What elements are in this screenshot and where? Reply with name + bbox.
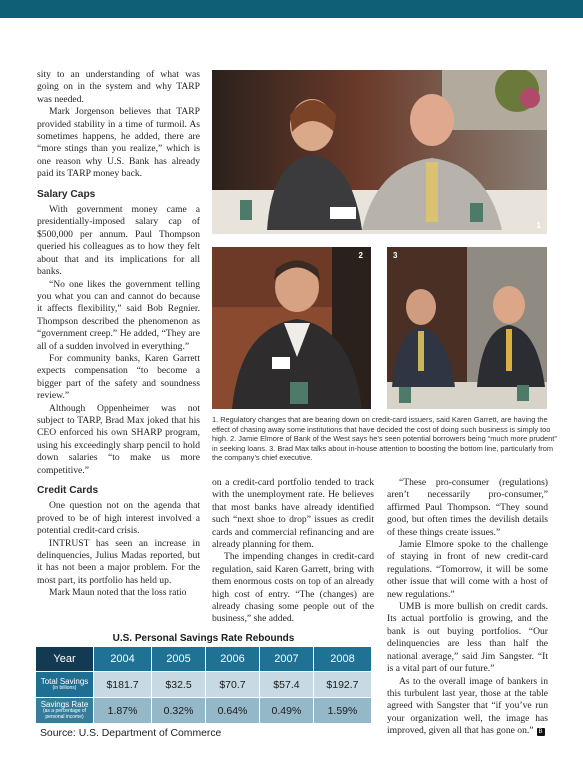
photo-number-3: 3 <box>393 251 398 260</box>
paragraph: “No one likes the government telling you what you can and cannot do because it affects flexibility,” said Bob Regnier. Thompson described the phenomenon as “government creep.” He added, “They are all of a sudden involved in everything.” <box>37 278 200 352</box>
table-cell: 0.64% <box>206 698 260 724</box>
table-cell: 0.32% <box>152 698 206 724</box>
paragraph: Mark Maun noted that the loss ratio <box>49 587 187 599</box>
photo-caption: 1. Regulatory changes that are bearing down on credit-card issuers, said Karen Garrett, are having the effect of chasing away some institutions that have decided the cost of doing such business is simply too high. 2. Jamie Elmore of Bank of the West says he’s seen potential borrowers being “much more prudent” in seeking loans. 3. Brad Max talks about in-house attention to boosting the bottom line, particularly from the company’s chief executive. <box>212 415 557 463</box>
photo-brad-max <box>387 247 547 409</box>
table-header-row <box>36 647 372 672</box>
paragraph: The impending changes in credit-card regulation, said Karen Garrett, bring with them enormous costs on top of an already high cost of entry. “The (changes) are already chasing some people out of the business,” she added. <box>212 551 374 625</box>
paragraph: Although Oppenheimer was not subject to TARP, Brad Max joked that his CEO enforced his own SHARP program, using his exceedingly sharp pencil to hold down salaries “to make us more competitive.” <box>37 402 200 476</box>
paragraph <box>387 676 548 738</box>
table-cell: $32.5 <box>152 672 206 698</box>
paragraph: INTRUST has seen an increase in delinquencies, Julius Madas reported, but it has not been a major problem. For the most part, its portfolio has held up. <box>37 537 200 586</box>
table-cell: $181.7 <box>94 672 152 698</box>
article-column-3 <box>387 477 548 738</box>
table-title: U.S. Personal Savings Rate Rebounds <box>112 633 295 644</box>
table-cell: $192.7 <box>313 672 371 698</box>
paragraph: “These pro-consumer (regulations) aren’t necessarily pro-consumer,” affirmed Paul Thompson. “They sound good, but often times the devilish details of these things create issues.” <box>387 477 548 538</box>
paragraph-text: As to the overall image of bankers in this turbulent last year, those at the table agreed with Sangster that “if you’ve run your organization well, the image has improved, given all that has gone on.” <box>387 675 548 737</box>
row-label-total-savings <box>36 672 94 698</box>
table-header-cell: 2004 <box>94 647 152 672</box>
savings-table <box>35 646 372 724</box>
photo-jamie-elmore <box>212 247 371 409</box>
table-cell: $57.4 <box>259 672 313 698</box>
section-heading-credit-cards: Credit Cards <box>37 485 99 496</box>
table-source: Source: U.S. Department of Commerce <box>40 728 222 739</box>
photo-number-2: 2 <box>358 251 363 260</box>
table-cell: 1.87% <box>94 698 152 724</box>
table-cell: 0.49% <box>259 698 313 724</box>
photo-3-illustration <box>387 247 547 409</box>
row-label-savings-rate <box>36 698 94 724</box>
article-column-2 <box>212 477 374 626</box>
table-header-year: Year <box>36 647 94 672</box>
row-label-text: Savings Rate <box>40 699 89 709</box>
paragraph: on a credit-card portfolio tended to track with the unemployment rate. He believes that most banks have already identified such “next shoe to drop” issues as credit cards and commercial refinancing and are already planning for them. <box>212 477 374 551</box>
photo-1-illustration <box>212 70 547 234</box>
table-header-cell: 2005 <box>152 647 206 672</box>
end-mark-icon: B <box>538 729 543 736</box>
section-heading-salary-caps: Salary Caps <box>37 188 96 200</box>
paragraph: Mark Jorgenson believes that TARP provided stability in a time of turmoil. As sometimes happens, he added, there are “more stings than you realize,” which is one reason why U.S. Bank has already paid its TARP money back. <box>37 106 200 180</box>
photo-2-illustration <box>212 247 371 409</box>
header-bar <box>0 0 583 18</box>
paragraph: sity to an understanding of what was going on in the system and why TARP was needed. <box>37 69 200 105</box>
table-row <box>36 698 372 724</box>
paragraph: With government money came a presidentially-imposed salary cap of $500,000 per annum. Paul Thompson queried his colleagues as to how they felt about that and its implications for all banks. <box>37 204 200 278</box>
photo-number-1: 1 <box>536 221 541 230</box>
table-header-cell: 2006 <box>206 647 260 672</box>
row-label-text: Total Savings <box>40 676 89 686</box>
article-column-1 <box>37 69 200 600</box>
row-label-subtext: (in billions) <box>52 685 77 691</box>
photo-panel-discussion <box>212 70 547 234</box>
paragraph: UMB is more bullish on credit cards. Its actual portfolio is growing, and the bank is out buying portfolios. “Our delinquencies are less than half the national average,” said Jim Sangster. “It is a vital part of our future.” <box>387 601 548 675</box>
table-header-cell: 2007 <box>259 647 313 672</box>
table-cell: 1.59% <box>313 698 371 724</box>
paragraph: For community banks, Karen Garrett expects compensation “to become a bigger part of the safety and soundness review.” <box>37 352 200 402</box>
table-header-cell: 2008 <box>313 647 371 672</box>
table-row <box>36 672 372 698</box>
row-label-subtext: (as a percentage of personal income) <box>42 708 87 720</box>
table-cell: $70.7 <box>206 672 260 698</box>
paragraph: Jamie Elmore spoke to the challenge of staying in front of new credit-card regulations. “Tomorrow, it will be some other issue that will come with a host of new regulations.” <box>387 539 548 600</box>
paragraph: One question not on the agenda that proved to be of high interest involved a potential credit-card crisis. <box>37 500 200 537</box>
